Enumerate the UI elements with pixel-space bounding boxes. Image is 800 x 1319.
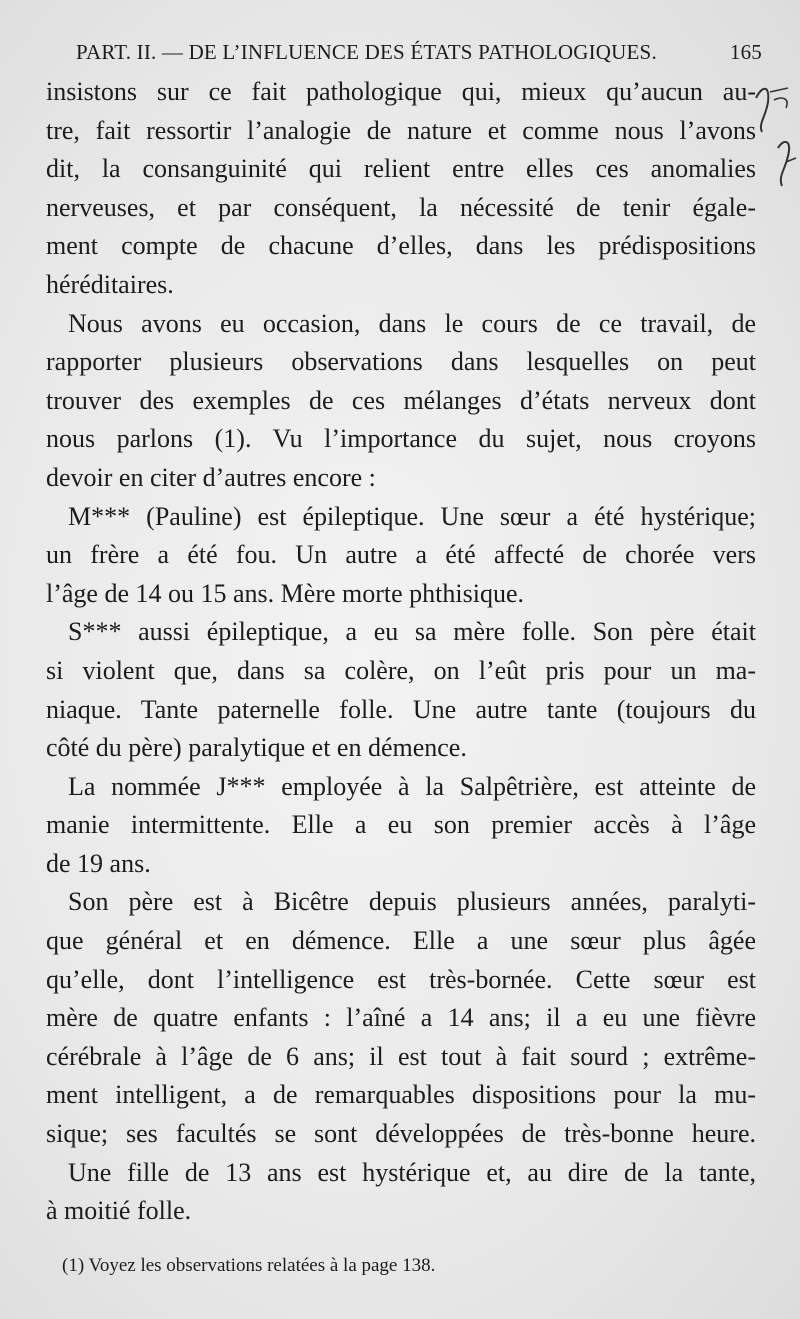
text-line: mère de quatre enfants : l’aîné a 14 ans; il a eu une fièvre xyxy=(46,1003,756,1033)
text-line: que général et en démence. Elle a une sœur plus âgée xyxy=(46,926,756,956)
text-line: niaque. Tante paternelle folle. Une autre tante (toujours du xyxy=(46,694,756,724)
text-line: S*** aussi épileptique, a eu sa mère folle. Son père était xyxy=(68,617,756,647)
text-line: cérébrale à l’âge de 6 ans; il est tout à fait sourd ; extrême- xyxy=(46,1041,756,1071)
text-line: qu’elle, dont l’intelligence est très-bornée. Cette sœur est xyxy=(46,964,756,994)
text-line: héréditaires. xyxy=(46,269,174,299)
text-line: de 19 ans. xyxy=(46,848,151,878)
footnote: (1) Voyez les observations relatées à la page 138. xyxy=(62,1255,436,1276)
text-line: tre, fait ressortir l’analogie de nature et comme nous l’avons xyxy=(46,115,756,145)
text-line: nerveuses, et par conséquent, la nécessité de tenir égale- xyxy=(46,192,756,222)
running-head-title: PART. II. — DE L’INFLUENCE DES ÉTATS PATHOLOGIQUES. xyxy=(76,40,657,64)
text-line: trouver des exemples de ces mélanges d’états nerveux dont xyxy=(46,385,756,415)
text-line: sique; ses facultés se sont développées de très-bonne heure. xyxy=(46,1119,756,1149)
handwritten-margin-note-icon xyxy=(748,78,798,198)
text-line: l’âge de 14 ou 15 ans. Mère morte phthisique. xyxy=(46,578,524,608)
text-line: Son père est à Bicêtre depuis plusieurs années, paralyti- xyxy=(68,887,756,917)
text-line: ment intelligent, a de remarquables dispositions pour la mu- xyxy=(46,1080,756,1110)
text-line: ment compte de chacune d’elles, dans les prédispositions xyxy=(46,231,756,261)
text-line: manie intermittente. Elle a eu son premier accès à l’âge xyxy=(46,810,756,840)
text-line: La nommée J*** employée à la Salpêtrière, est atteinte de xyxy=(68,771,756,801)
text-line: insistons sur ce fait pathologique qui, mieux qu’aucun au- xyxy=(46,77,756,106)
text-line: dit, la consanguinité qui relient entre elles ces anomalies xyxy=(46,154,756,184)
text-line: si violent que, dans sa colère, on l’eût pris pour un ma- xyxy=(46,655,756,685)
body-text xyxy=(46,73,756,1231)
text-line: rapporter plusieurs observations dans lesquelles on peut xyxy=(46,347,756,377)
running-head xyxy=(60,40,762,68)
text-line: un frère a été fou. Un autre a été affecté de chorée vers xyxy=(46,540,756,570)
text-line: devoir en citer d’autres encore : xyxy=(46,462,376,492)
text-line: Une fille de 13 ans est hystérique et, au dire de la tante, xyxy=(68,1157,756,1187)
text-line: Nous avons eu occasion, dans le cours de ce travail, de xyxy=(68,308,756,338)
text-line: M*** (Pauline) est épileptique. Une sœur a été hystérique; xyxy=(68,501,756,531)
text-line: côté du père) paralytique et en démence. xyxy=(46,733,467,763)
text-line: à moitié folle. xyxy=(46,1196,192,1226)
text-line: nous parlons (1). Vu l’importance du sujet, nous croyons xyxy=(46,424,756,454)
page-number: 165 xyxy=(729,40,762,64)
